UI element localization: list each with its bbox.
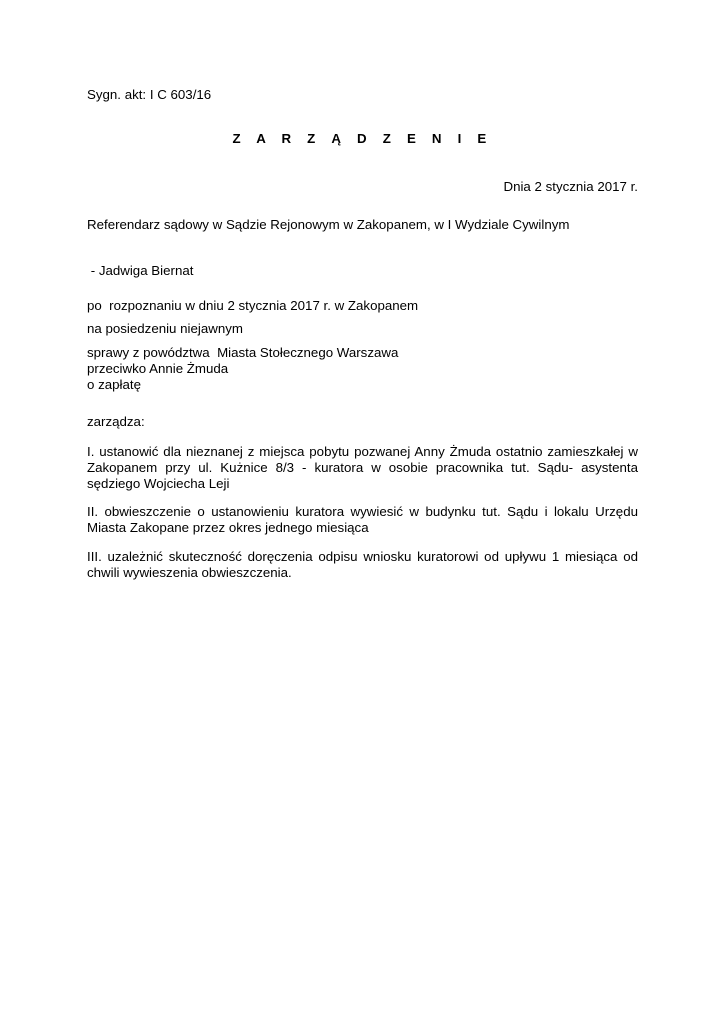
document-date: Dnia 2 stycznia 2017 r. xyxy=(503,179,638,194)
case-line-2: przeciwko Annie Żmuda xyxy=(87,361,229,376)
case-line-3: o zapłatę xyxy=(87,377,141,392)
case-signature: Sygn. akt: I C 603/16 xyxy=(87,87,212,102)
orders-intro: zarządza: xyxy=(87,414,145,429)
consideration-line: po rozpoznaniu w dniu 2 stycznia 2017 r. w Zakopanem xyxy=(87,298,419,313)
document-title: Z A R Z Ą D Z E N I E xyxy=(232,131,493,146)
order-paragraph-3: III. uzależnić skuteczność doręczenia odpisu wniosku kuratorowi od upływu 1 miesiąca od chwili wywieszenia obwieszczenia. xyxy=(87,549,638,580)
order-paragraph-1: I. ustanowić dla nieznanej z miejsca pobytu pozwanej Anny Żmuda ostatnio zamieszkałej w Zakopanem przy ul. Kużnice 8/3 - kuratora w osobie pracownika tut. Sądu- asystenta sędziego Wojciecha Leji xyxy=(87,444,638,491)
case-line-1: sprawy z powództwa Miasta Stołecznego Warszawa xyxy=(87,345,399,360)
order-paragraph-2: II. obwieszczenie o ustanowieniu kuratora wywiesić w budynku tut. Sądu i lokalu Urzędu Miasta Zakopane przez okres jednego miesiąca xyxy=(87,504,638,535)
judge-name: - Jadwiga Biernat xyxy=(87,263,194,278)
session-line: na posiedzeniu niejawnym xyxy=(87,321,243,336)
referendary-line: Referendarz sądowy w Sądzie Rejonowym w Zakopanem, w I Wydziale Cywilnym xyxy=(87,217,570,232)
